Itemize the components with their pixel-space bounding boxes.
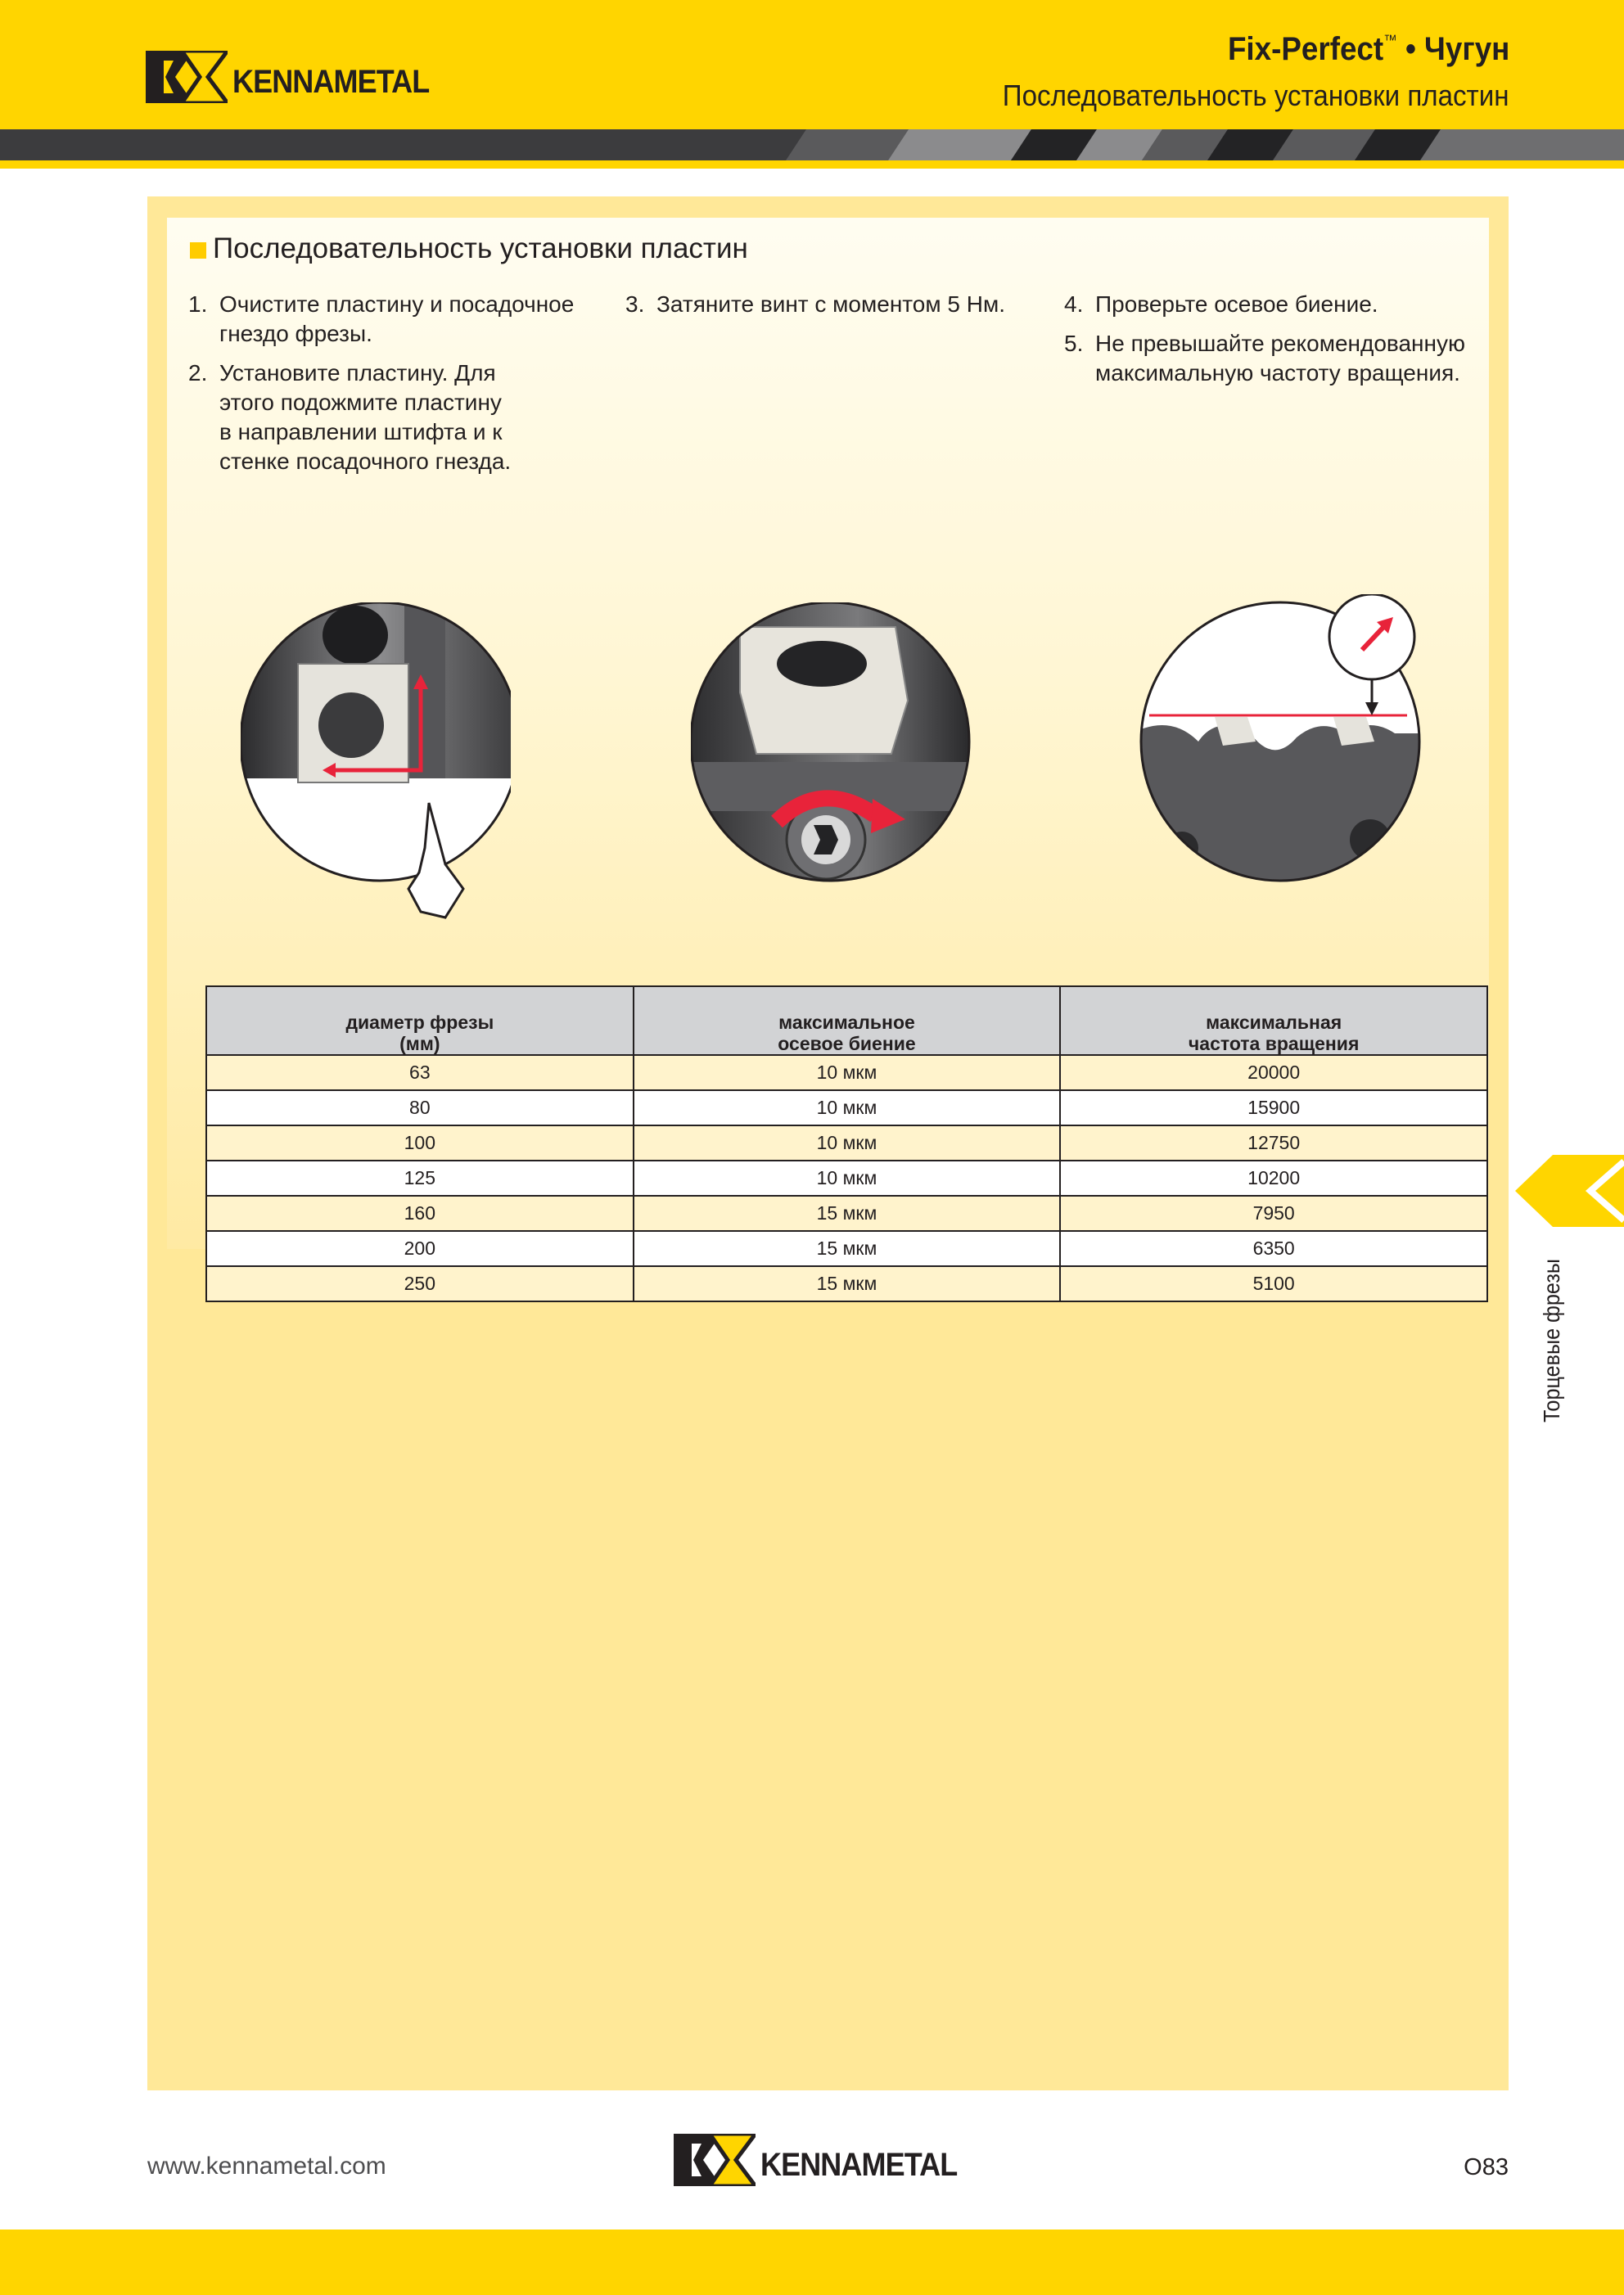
trademark-mark: ™ bbox=[1383, 32, 1397, 48]
table-cell: 10 мкм bbox=[634, 1125, 1061, 1161]
table-row bbox=[206, 1161, 1487, 1196]
section-title: Последовательность установки пластин bbox=[213, 232, 748, 264]
step-text: Очистите пластину и посадочное гнездо фрезы. bbox=[219, 291, 575, 346]
table-header-row bbox=[206, 986, 1487, 1055]
footer-website-link[interactable]: www.kennametal.com bbox=[147, 2153, 386, 2180]
table-cell: 10 мкм bbox=[634, 1055, 1061, 1090]
header-title bbox=[1228, 31, 1509, 68]
header-subtitle: Последовательность установки пластин bbox=[1003, 79, 1509, 112]
page-number: O83 bbox=[1464, 2154, 1509, 2180]
diagonal-stripes-graphic bbox=[0, 129, 1624, 160]
table-cell: 10200 bbox=[1060, 1161, 1487, 1196]
table-cell: 80 bbox=[206, 1090, 634, 1125]
kennametal-logo-header bbox=[146, 51, 451, 103]
table-cell: 12750 bbox=[1060, 1125, 1487, 1161]
header-yellow-line bbox=[0, 160, 1624, 169]
steps-column-1 bbox=[188, 290, 574, 486]
table-row bbox=[206, 1125, 1487, 1161]
table-cell: 15 мкм bbox=[634, 1266, 1061, 1301]
step-number: 1. bbox=[188, 291, 208, 317]
table-cell: 6350 bbox=[1060, 1231, 1487, 1266]
step-number: 2. bbox=[188, 360, 208, 386]
step-number: 4. bbox=[1064, 291, 1084, 317]
table-cell: 5100 bbox=[1060, 1266, 1487, 1301]
column-header-diameter: диаметр фрезы (мм) bbox=[206, 986, 634, 1055]
step-item bbox=[1064, 290, 1465, 319]
header-stripe-band bbox=[0, 129, 1624, 160]
table-row bbox=[206, 1196, 1487, 1231]
step-item bbox=[188, 290, 574, 349]
step-item bbox=[1064, 329, 1465, 388]
kennametal-k-logo-icon bbox=[146, 51, 228, 103]
step-text: Установите пластину. Для этого подожмите пластину в направлении штифта и к стенке посадочного гнезда. bbox=[219, 360, 512, 474]
runout-speed-table bbox=[205, 985, 1488, 1302]
step-text: Проверьте осевое биение. bbox=[1095, 291, 1378, 317]
steps-column-2 bbox=[625, 290, 1005, 329]
installation-sequence-box bbox=[167, 218, 1489, 1294]
content-panel bbox=[147, 196, 1509, 2090]
table-cell: 160 bbox=[206, 1196, 634, 1231]
side-tab-label[interactable]: Торцевые фрезы bbox=[1539, 1258, 1564, 1423]
table-cell: 250 bbox=[206, 1266, 634, 1301]
brand-name: KENNAMETAL bbox=[760, 2146, 958, 2183]
footer-bar bbox=[0, 2230, 1624, 2295]
steps-column-3 bbox=[1064, 290, 1465, 398]
product-name: Fix-Perfect bbox=[1227, 31, 1383, 67]
step-text: Не превышайте рекомендованную максимальную частоту вращения. bbox=[1095, 331, 1465, 386]
step-number: 5. bbox=[1064, 331, 1084, 356]
table-row bbox=[206, 1055, 1487, 1090]
step-item bbox=[625, 290, 1005, 319]
table-row bbox=[206, 1231, 1487, 1266]
step-number: 3. bbox=[625, 291, 645, 317]
material-name: • Чугун bbox=[1396, 31, 1509, 67]
table-cell: 200 bbox=[206, 1231, 634, 1266]
table-cell: 10 мкм bbox=[634, 1161, 1061, 1196]
table-cell: 125 bbox=[206, 1161, 634, 1196]
table-cell: 7950 bbox=[1060, 1196, 1487, 1231]
table-cell: 100 bbox=[206, 1125, 634, 1161]
table-cell: 10 мкм bbox=[634, 1090, 1061, 1125]
side-tab-chevron-icon[interactable] bbox=[1515, 1155, 1624, 1227]
kennametal-logo-footer bbox=[674, 2134, 979, 2186]
table-cell: 20000 bbox=[1060, 1055, 1487, 1090]
screw-tightening-illustration bbox=[691, 602, 977, 889]
step-text: Затяните винт с моментом 5 Нм. bbox=[656, 291, 1006, 317]
step-item bbox=[188, 358, 574, 476]
table-row bbox=[206, 1266, 1487, 1301]
table-cell: 15 мкм bbox=[634, 1231, 1061, 1266]
table-cell: 15900 bbox=[1060, 1090, 1487, 1125]
table-row bbox=[206, 1090, 1487, 1125]
section-bullet-icon bbox=[190, 242, 206, 259]
kennametal-k-logo-icon bbox=[674, 2134, 756, 2186]
column-header-runout: максимальное осевое биение bbox=[634, 986, 1061, 1055]
runout-check-illustration bbox=[1125, 594, 1428, 897]
table-cell: 63 bbox=[206, 1055, 634, 1090]
table-cell: 15 мкм bbox=[634, 1196, 1061, 1231]
column-header-speed: максимальная частота вращения bbox=[1060, 986, 1487, 1055]
brand-name: KENNAMETAL bbox=[232, 63, 430, 100]
insert-seating-illustration bbox=[241, 602, 511, 930]
